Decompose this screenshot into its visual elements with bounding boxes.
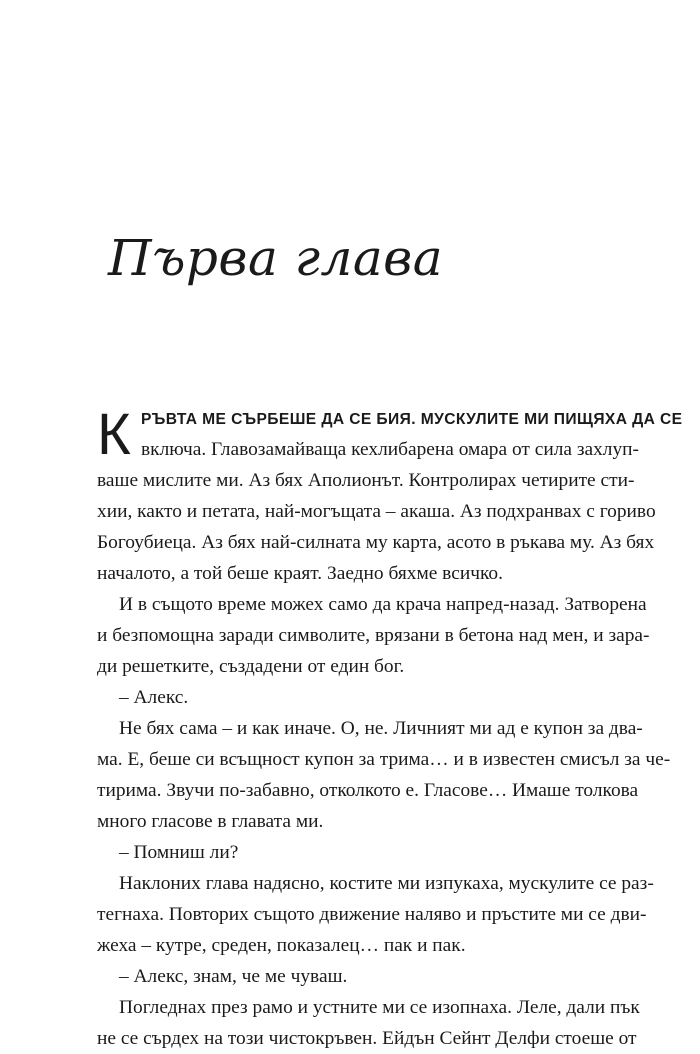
text-line: включа. Главозамайваща кехлибарена омара от сила захлуп- xyxy=(141,439,639,460)
text-line: много гласове в главата ми. xyxy=(97,811,324,832)
text-line: хии, както и петата, най-могъщата – акаша. Аз подхранвах с гориво xyxy=(97,501,656,522)
text-line: ма. Е, беше си всъщност купон за трима… и в известен смисъл за че- xyxy=(97,749,671,770)
text-line: Не бях сама – и как иначе. О, не. Личният ми ад е купон за два- xyxy=(119,718,643,739)
text-line: тирима. Звучи по-забавно, отколкото е. Гласове… Имаше толкова xyxy=(97,780,639,801)
text-line: не се сърдех на този чистокръвен. Ейдън Сейнт Делфи стоеше от xyxy=(97,1028,637,1049)
text-line: жеха – кутре, среден, показалец… пак и пак. xyxy=(97,935,466,956)
dialogue-line: – Помниш ли? xyxy=(119,842,239,863)
chapter-title: Първа глава xyxy=(108,229,444,287)
text-line: И в същото време можех само да крача напред-назад. Затворена xyxy=(119,594,647,615)
text-line: ваше мислите ми. Аз бях Аполионът. Контролирах четирите сти- xyxy=(97,470,635,491)
text-line: Погледнах през рамо и устните ми се изопнаха. Леле, дали пък xyxy=(119,997,640,1018)
text-line: и безпомощна заради символите, врязани в бетона над мен, и зара- xyxy=(97,625,650,646)
chapter-body xyxy=(97,402,683,1054)
text-line: Наклоних глава надясно, костите ми изпукаха, мускулите се раз- xyxy=(119,873,654,894)
text-line: началото, а той беше краят. Заедно бяхме всичко. xyxy=(97,563,503,584)
text-line: тегнаха. Повторих същото движение наляво и пръстите ми се дви- xyxy=(97,904,647,925)
dialogue-line: – Алекс, знам, че ме чуваш. xyxy=(119,966,348,987)
lead-caps-text: РЪВТА МЕ СЪРБЕШЕ ДА СЕ БИЯ. МУСКУЛИТЕ МИ ПИЩЯХА ДА СЕ xyxy=(141,411,683,428)
text-line: ди решетките, създадени от един бог. xyxy=(97,656,405,677)
text-line: Богоубиеца. Аз бях най-силната му карта, асото в ръкава му. Аз бях xyxy=(97,532,655,553)
dialogue-line: – Алекс. xyxy=(119,687,189,708)
drop-cap: К xyxy=(97,402,131,467)
